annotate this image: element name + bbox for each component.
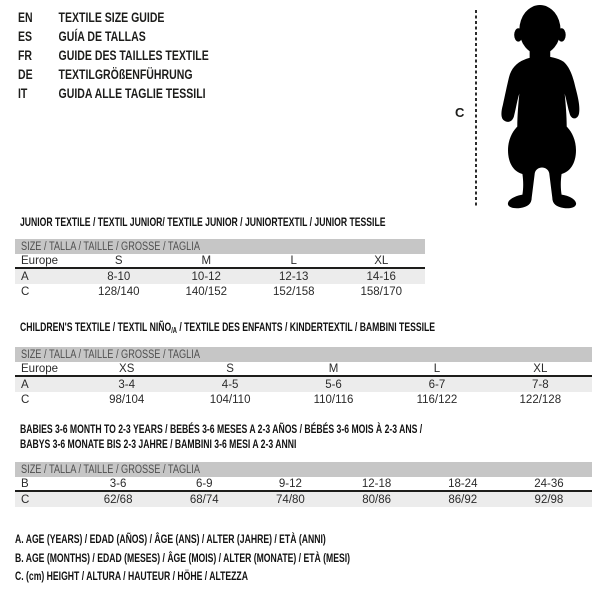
table-cell: 6-9 [195,477,213,490]
language-code: FR [18,48,33,63]
table-cell: 5-6 [325,378,342,391]
table-cell: 116/122 [416,393,458,406]
language-label: TEXTILE SIZE GUIDE [58,10,165,25]
row-label: A [21,378,29,391]
babies-title-line1: BABIES 3-6 MONTH TO 2-3 YEARS / BEBÉS 3-6 MESES A 2-3 AÑOS / BÉBÉS 3-6 MOIS À 2-3 ANS / [20,422,423,436]
table-cell: 14-16 [366,270,396,283]
junior-size-header-bar [15,239,425,254]
height-measure-label: C [455,105,465,120]
legend-line-b: B. AGE (MONTHS) / EDAD (MESES) / ÂGE (MOIS) / ALTER (MONATE) / ETÀ (MESI) [15,550,351,565]
table-cell: 122/128 [519,393,562,406]
language-label: GUIDE DES TAILLES TEXTILE [58,48,209,63]
table-cell: 18-24 [448,477,478,490]
children-title-subscript: /A [171,326,177,335]
size-column: M [328,362,339,375]
row-label: A [21,270,29,283]
language-code: EN [18,10,33,25]
table-cell: 110/116 [313,393,354,406]
table-cell: 8-10 [107,270,131,283]
table-cell: 9-12 [278,477,302,490]
size-header-text: SIZE / TALLA / TAILLE / GRÖSSE / TAGLIA [21,240,200,253]
children-title-rest: / TEXTILE DES ENFANTS / KINDERTEXTIL / BAMBINI TESSILE [176,320,436,334]
table-cell: 3-6 [109,477,127,490]
table-cell: 4-5 [221,378,239,391]
region-label: Europe [21,362,59,375]
children-row-a [15,377,592,392]
region-label: Europe [21,254,59,267]
table-cell: 140/152 [185,285,228,298]
table-cell: 10-12 [191,270,221,283]
children-title-text: CHILDREN'S TEXTILE / TEXTIL NIÑO [20,320,172,334]
size-column: L [433,362,441,375]
language-row-de [18,65,209,84]
legend-line-a: A. AGE (YEARS) / EDAD (AÑOS) / ÂGE (ANS) / ALTER (JAHRE) / ETÀ (ANNI) [15,532,326,546]
language-label: GUÍA DE TALLAS [58,29,146,44]
row-label: C [21,393,30,406]
legend-line-c: C. (cm) HEIGHT / ALTURA / HAUTEUR / HÖHE / ALTEZZA [15,569,248,583]
language-row-es [18,27,209,46]
table-cell: 152/158 [272,285,315,298]
table-cell: 12-13 [279,270,309,283]
children-row-c [15,392,592,407]
language-code: DE [18,67,33,82]
junior-size-table [15,239,425,299]
table-cell: 98/104 [109,393,145,406]
language-code: IT [18,86,28,101]
size-header-text: SIZE / TALLA / TAILLE / GRÖSSE / TAGLIA [21,463,200,476]
row-label: B [21,477,29,490]
size-column: XS [119,362,135,375]
babies-size-table [15,462,592,507]
size-column: S [114,254,123,267]
children-header-row [15,362,592,377]
table-cell: 74/80 [276,493,305,506]
table-cell: 92/98 [534,493,564,506]
babies-row-c [15,492,592,507]
language-row-it [18,84,209,103]
size-column: XL [533,362,548,375]
baby-silhouette-icon [486,3,598,209]
row-label: C [21,493,30,506]
table-cell: 7-8 [532,378,549,391]
babies-title-line2: BABYS 3-6 MONATE BIS 2-3 JAHRE / BAMBINI 3-6 MESI A 2-3 ANNI [20,436,297,451]
size-header-text: SIZE / TALLA / TAILLE / GRÖSSE / TAGLIA [21,348,200,361]
children-section-title [20,320,435,335]
table-cell: 62/68 [103,493,133,506]
size-column: M [201,254,212,267]
language-row-fr [18,46,209,65]
babies-section-title [20,422,422,451]
language-label: TEXTILGRÖßENFÜHRUNG [58,67,193,82]
size-column: XL [374,254,389,267]
table-cell: 104/110 [209,393,251,406]
junior-row-c [15,284,425,299]
table-cell: 68/74 [189,493,219,506]
size-column: L [290,254,297,267]
size-column: S [226,362,234,375]
junior-section-title: JUNIOR TEXTILE / TEXTIL JUNIOR/ TEXTILE JUNIOR / JUNIORTEXTIL / JUNIOR TESSILE [20,215,386,229]
table-cell: 6-7 [428,378,446,391]
babies-row-b [15,477,592,492]
table-cell: 128/140 [97,285,140,298]
measure-legend [15,530,350,586]
babies-size-header-bar [15,462,592,477]
junior-row-a [15,269,425,284]
junior-header-row [15,254,425,269]
height-dashed-line [475,10,477,207]
language-code: ES [18,29,33,44]
table-cell: 12-18 [361,477,392,490]
table-cell: 24-36 [534,477,564,490]
language-list [18,8,209,103]
table-cell: 158/170 [360,285,403,298]
children-size-header-bar [15,347,592,362]
table-cell: 3-4 [118,378,136,391]
language-row-en [18,8,209,27]
row-label: C [21,285,30,298]
children-size-table [15,347,592,407]
table-cell: 80/86 [362,493,391,506]
language-label: GUIDA ALLE TAGLIE TESSILI [58,86,206,101]
table-cell: 86/92 [448,493,478,506]
